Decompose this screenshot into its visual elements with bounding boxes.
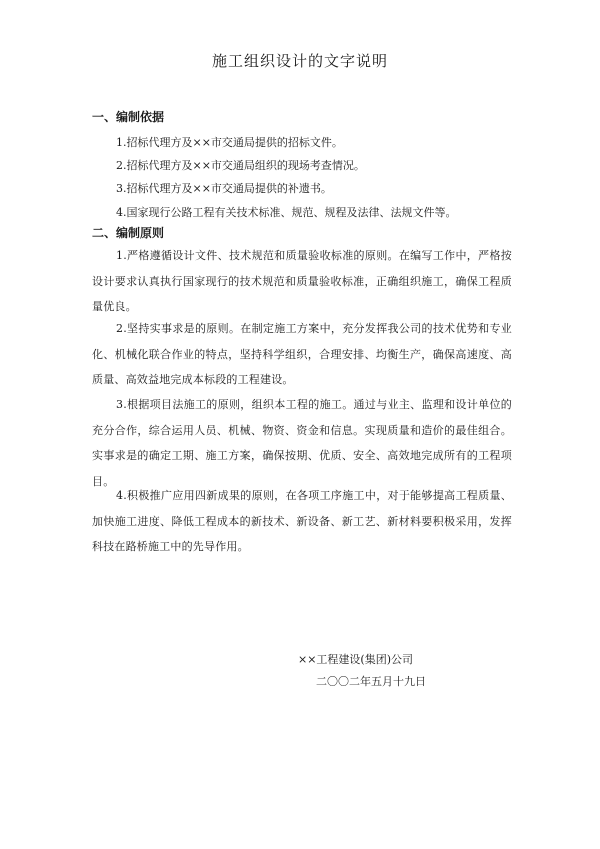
section-heading-basis: 一、编制依据 — [92, 110, 165, 124]
basis-item-4: 4.国家现行公路工程有关技术标准、规范、规程及法律、法规文件等。 — [116, 206, 457, 219]
document-title: 施工组织设计的文字说明 — [211, 52, 388, 70]
principle-paragraph-3: 3.根据项目法施工的原则，组织本工程的施工。通过与业主、监理和设计单位的充分合作，综合运用人员、机械、物资、资金和信息。实现质量和造价的最佳组合。实事求是的确定工期、施工方案，确保按期、优质、安全、高效地完成所有的工程项目。 — [92, 398, 512, 488]
principle-paragraph-4: 4.积极推广应用四新成果的原则，在各项工序施工中，对于能够提高工程质量、加快施工进度、降低工程成本的新技术、新设备、新工艺、新材料要积极采用，发挥科技在路桥施工中的先导作用。 — [92, 489, 512, 553]
section-heading-principles: 二、编制原则 — [92, 226, 165, 240]
principle-paragraph-1: 1.严格遵循设计文件、技术规范和质量验收标准的原则。在编写工作中，严格按设计要求认真执行国家现行的技术规范和质量验收标准，正确组织施工，确保工程质量优良。 — [92, 249, 512, 313]
principle-paragraph-2: 2.坚持实事求是的原则。在制定施工方案中，充分发挥我公司的技术优势和专业化、机械化联合作业的特点，坚持科学组织，合理安排、均衡生产，确保高速度、高质量、高效益地完成本标段的工程建设。 — [92, 322, 512, 386]
signature-date: 二〇〇二年五月十九日 — [316, 675, 426, 688]
signature-company: ××工程建设(集团)公司 — [298, 653, 414, 666]
basis-item-2: 2.招标代理方及××市交通局组织的现场考查情况。 — [116, 159, 365, 172]
basis-item-1: 1.招标代理方及××市交通局提供的招标文件。 — [116, 136, 343, 149]
basis-item-3: 3.招标代理方及××市交通局提供的补遗书。 — [116, 182, 332, 195]
